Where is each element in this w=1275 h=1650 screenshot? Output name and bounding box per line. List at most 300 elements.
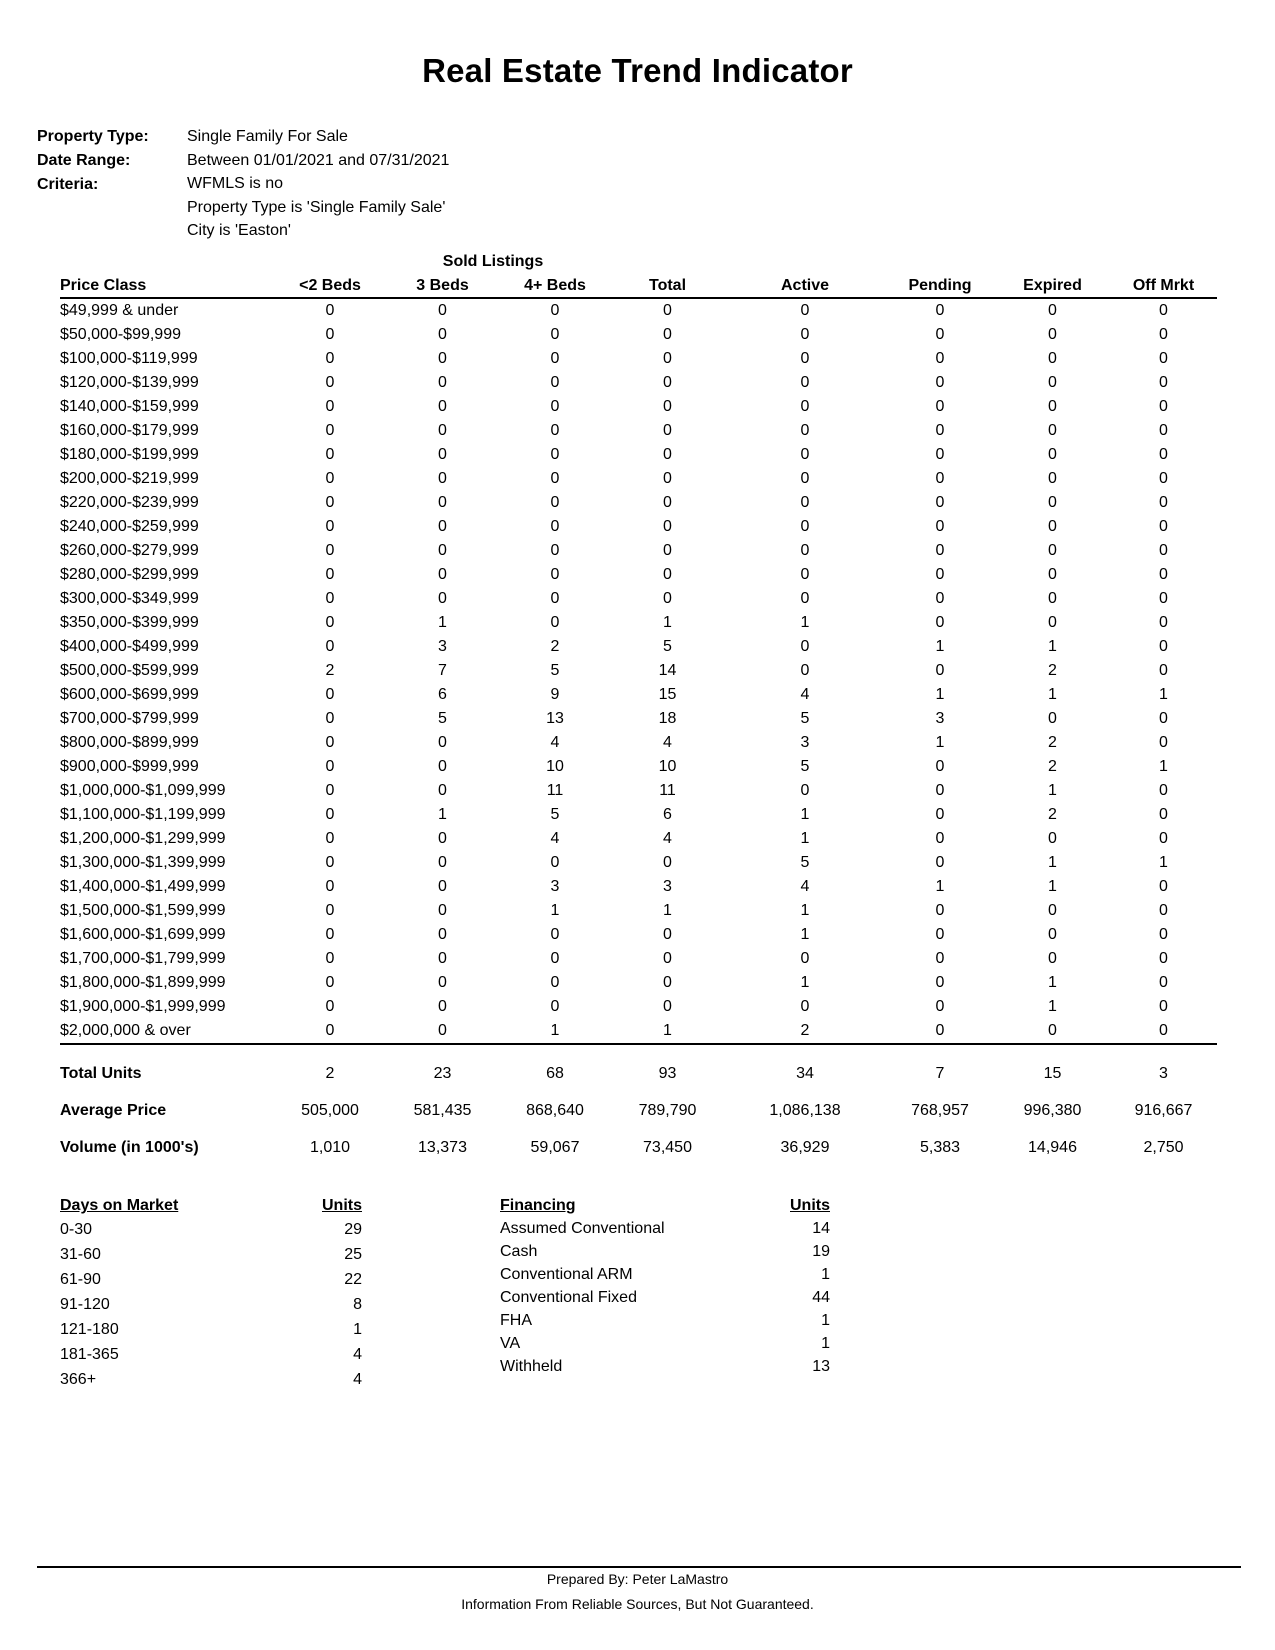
cell-price-class: $2,000,000 & over	[60, 1019, 275, 1044]
cell-pending: 0	[885, 1019, 995, 1044]
summary-total: 789,790	[638, 1101, 697, 1119]
cell-lt2-beds: 0	[325, 686, 335, 703]
date-range-label: Date Range:	[37, 152, 131, 169]
property-type-label: Property Type:	[37, 128, 149, 145]
table-row	[60, 995, 1217, 1019]
list-item-units: 1	[821, 1266, 830, 1283]
cell-3-beds: 1	[438, 806, 447, 823]
cell-3-beds: 0	[438, 734, 447, 751]
cell-4plus-beds: 9	[550, 686, 560, 703]
cell-pending: 0	[935, 782, 945, 799]
cell-3-beds: 0	[438, 398, 447, 415]
cell-total: 0	[663, 494, 672, 511]
summary-label: Average Price	[60, 1101, 167, 1119]
cell-total: 1	[663, 902, 672, 919]
cell-3-beds: 0	[438, 350, 447, 367]
cell-3-beds: 0	[438, 542, 447, 559]
summary-expired: 15	[1043, 1064, 1062, 1082]
cell-off-market: 0	[1159, 494, 1168, 511]
cell-lt2-beds: 0	[325, 566, 335, 583]
cell-3-beds: 0	[438, 950, 447, 967]
cell-lt2-beds: 0	[325, 398, 335, 415]
list-item	[500, 1332, 830, 1355]
cell-off-market: 0	[1159, 830, 1168, 847]
cell-off-market: 0	[1159, 614, 1168, 631]
summary-4plus-beds: 868,640	[526, 1101, 584, 1119]
criteria-item: City is 'Easton'	[187, 222, 291, 239]
table-row	[60, 755, 1217, 779]
cell-4plus-beds: 4	[550, 830, 560, 847]
cell-4plus-beds: 0	[550, 614, 560, 631]
table-row	[60, 923, 1217, 947]
sold-listings-heading: Sold Listings	[442, 253, 544, 270]
criteria-row	[37, 173, 449, 244]
cell-3-beds: 0	[385, 1019, 500, 1044]
cell-pending: 0	[935, 542, 945, 559]
cell-total: 3	[663, 878, 672, 895]
footer-divider	[37, 1566, 1241, 1568]
table-row	[60, 515, 1217, 539]
cell-4plus-beds: 0	[550, 854, 560, 871]
cell-total: 10	[658, 758, 677, 775]
list-item-units: 4	[353, 1371, 362, 1388]
cell-price-class: $1,800,000-$1,899,999	[60, 974, 226, 991]
table-row	[60, 851, 1217, 875]
cell-4plus-beds: 0	[550, 542, 560, 559]
cell-price-class: $49,999 & under	[60, 302, 179, 319]
cell-pending: 0	[935, 446, 945, 463]
cell-price-class: $900,000-$999,999	[60, 758, 199, 775]
cell-off-market: 1	[1159, 758, 1168, 775]
summary-body	[60, 1055, 1217, 1166]
cell-total: 0	[663, 950, 672, 967]
property-type-value: Single Family For Sale	[187, 128, 348, 145]
cell-price-class: $1,500,000-$1,599,999	[60, 902, 226, 919]
cell-4plus-beds: 0	[550, 422, 560, 439]
cell-pending: 1	[935, 878, 945, 895]
cell-expired: 0	[1048, 614, 1057, 631]
table-row	[60, 539, 1217, 563]
cell-lt2-beds: 0	[275, 1019, 385, 1044]
cell-4plus-beds: 0	[550, 518, 560, 535]
cell-lt2-beds: 0	[325, 542, 335, 559]
cell-expired: 0	[1048, 830, 1057, 847]
cell-active: 0	[800, 470, 810, 487]
col-header-total: Total	[610, 275, 725, 298]
cell-4plus-beds: 0	[550, 398, 560, 415]
summary-3-beds: 23	[433, 1064, 452, 1082]
cell-off-market: 0	[1159, 398, 1168, 415]
col-header-lt2-beds: <2 Beds	[275, 275, 385, 298]
cell-3-beds: 0	[438, 518, 447, 535]
cell-4plus-beds: 11	[546, 782, 564, 799]
col-header-3-beds: 3 Beds	[385, 275, 500, 298]
summary-label: Volume (in 1000's)	[60, 1138, 199, 1156]
cell-total: 0	[663, 518, 672, 535]
cell-price-class: $350,000-$399,999	[60, 614, 199, 631]
cell-4plus-beds: 1	[550, 902, 560, 919]
cell-price-class: $100,000-$119,999	[60, 350, 198, 367]
table-row	[60, 563, 1217, 587]
cell-3-beds: 0	[438, 302, 447, 319]
summary-active: 36,929	[780, 1138, 830, 1156]
cell-off-market: 0	[1159, 734, 1168, 751]
cell-lt2-beds: 0	[325, 878, 335, 895]
cell-active: 5	[800, 854, 810, 871]
cell-expired: 0	[1048, 902, 1057, 919]
cell-price-class: $1,200,000-$1,299,999	[60, 830, 226, 847]
table-row	[60, 947, 1217, 971]
cell-off-market: 0	[1159, 662, 1168, 679]
cell-off-market: 0	[1159, 374, 1168, 391]
cell-expired: 0	[1048, 542, 1057, 559]
cell-3-beds: 0	[438, 566, 447, 583]
cell-pending: 0	[935, 374, 945, 391]
days-on-market-title: Days on Market	[60, 1197, 179, 1214]
cell-price-class: $1,900,000-$1,999,999	[60, 998, 226, 1015]
col-header-pending: Pending	[885, 275, 995, 298]
list-item-units: 8	[353, 1296, 362, 1313]
report-title: Real Estate Trend Indicator	[422, 52, 853, 89]
cell-active: 0	[800, 350, 810, 367]
cell-off-market: 0	[1159, 422, 1168, 439]
financing-list	[500, 1217, 830, 1378]
cell-pending: 0	[935, 614, 945, 631]
cell-3-beds: 0	[438, 854, 447, 871]
summary-3-beds: 581,435	[413, 1101, 472, 1119]
summary-row	[60, 1055, 1217, 1092]
cell-3-beds: 0	[438, 878, 447, 895]
cell-active: 1	[800, 974, 810, 991]
summary-lt2-beds: 505,000	[301, 1101, 359, 1119]
cell-3-beds: 0	[438, 326, 447, 343]
list-item	[60, 1367, 362, 1392]
cell-pending: 0	[935, 758, 945, 775]
cell-pending: 0	[935, 902, 945, 919]
list-item	[500, 1309, 830, 1332]
cell-off-market: 0	[1159, 926, 1168, 943]
cell-expired: 0	[1048, 710, 1057, 727]
cell-4plus-beds: 0	[550, 566, 560, 583]
list-item-label: 0-30	[60, 1221, 93, 1238]
days-on-market-section	[60, 1195, 362, 1392]
list-item-label: 181-365	[60, 1346, 119, 1363]
summary-total: 73,450	[643, 1138, 692, 1156]
cell-4plus-beds: 1	[500, 1019, 610, 1044]
cell-4plus-beds: 10	[546, 758, 564, 775]
cell-off-market: 0	[1159, 806, 1168, 823]
cell-lt2-beds: 0	[325, 350, 335, 367]
list-item-label: 366+	[60, 1371, 97, 1388]
cell-expired: 2	[1048, 734, 1057, 751]
table-row	[60, 491, 1217, 515]
table-row	[60, 323, 1217, 347]
cell-4plus-beds: 0	[550, 494, 560, 511]
cell-price-class: $300,000-$349,999	[60, 590, 199, 607]
cell-pending: 0	[935, 494, 945, 511]
summary-expired: 14,946	[1028, 1138, 1077, 1156]
cell-total: 0	[663, 374, 672, 391]
cell-4plus-beds: 0	[550, 446, 560, 463]
list-item	[500, 1355, 830, 1378]
cell-lt2-beds: 0	[325, 326, 335, 343]
cell-4plus-beds: 0	[550, 302, 560, 319]
cell-lt2-beds: 0	[325, 950, 335, 967]
table-row	[60, 419, 1217, 443]
list-item	[500, 1286, 830, 1309]
table-row	[60, 298, 1217, 323]
table-row	[60, 827, 1217, 851]
cell-expired: 0	[1048, 518, 1057, 535]
cell-3-beds: 7	[438, 662, 447, 679]
cell-lt2-beds: 0	[325, 614, 335, 631]
list-item	[60, 1242, 362, 1267]
cell-total: 0	[663, 542, 672, 559]
list-item	[60, 1317, 362, 1342]
list-item	[500, 1263, 830, 1286]
cell-4plus-beds: 0	[550, 374, 560, 391]
list-item-units: 1	[821, 1335, 830, 1352]
cell-expired: 1	[1048, 974, 1057, 991]
cell-total: 1	[663, 614, 672, 631]
cell-lt2-beds: 0	[325, 830, 335, 847]
cell-off-market: 0	[1159, 302, 1168, 319]
cell-3-beds: 0	[438, 374, 447, 391]
cell-expired: 0	[1048, 470, 1057, 487]
table-row	[60, 635, 1217, 659]
summary-total: 93	[658, 1064, 677, 1082]
cell-price-class: $160,000-$179,999	[60, 422, 199, 439]
col-header-active: Active	[725, 275, 885, 298]
list-item-label: Withheld	[500, 1358, 563, 1375]
cell-active: 5	[800, 710, 810, 727]
cell-3-beds: 0	[438, 926, 447, 943]
list-item-label: Cash	[500, 1243, 538, 1260]
cell-total: 0	[663, 854, 672, 871]
summary-off-market: 3	[1159, 1064, 1168, 1082]
cell-price-class: $140,000-$159,999	[60, 398, 199, 415]
cell-off-market: 0	[1159, 710, 1168, 727]
cell-lt2-beds: 0	[325, 446, 335, 463]
cell-total: 14	[658, 662, 677, 679]
cell-active: 0	[800, 326, 810, 343]
summary-row	[60, 1092, 1217, 1129]
days-on-market-list	[60, 1217, 362, 1392]
list-item	[60, 1217, 362, 1242]
cell-expired: 0	[1048, 950, 1057, 967]
cell-total: 0	[663, 974, 672, 991]
cell-total: 0	[663, 998, 672, 1015]
col-header-expired: Expired	[995, 275, 1110, 298]
cell-3-beds: 0	[438, 902, 447, 919]
cell-pending: 0	[935, 974, 945, 991]
summary-off-market: 916,667	[1134, 1101, 1193, 1119]
cell-4plus-beds: 0	[550, 974, 560, 991]
cell-price-class: $1,700,000-$1,799,999	[60, 950, 226, 967]
cell-pending: 0	[935, 422, 945, 439]
table-row	[60, 587, 1217, 611]
cell-price-class: $180,000-$199,999	[60, 446, 199, 463]
cell-lt2-beds: 0	[325, 638, 335, 655]
cell-3-beds: 0	[438, 998, 447, 1015]
cell-active: 1	[800, 902, 810, 919]
cell-3-beds: 0	[438, 758, 447, 775]
summary-label: Total Units	[60, 1064, 142, 1082]
cell-price-class: $800,000-$899,999	[60, 734, 199, 751]
cell-lt2-beds: 0	[325, 902, 335, 919]
list-item-units: 13	[812, 1358, 830, 1375]
cell-expired: 0	[1048, 926, 1057, 943]
cell-lt2-beds: 2	[325, 662, 335, 679]
date-range-row	[37, 149, 449, 173]
cell-off-market: 0	[1159, 350, 1168, 367]
table-row	[60, 659, 1217, 683]
cell-off-market: 0	[1159, 326, 1168, 343]
cell-pending: 0	[935, 998, 945, 1015]
cell-expired: 0	[1048, 374, 1057, 391]
col-header-4plus-beds: 4+ Beds	[500, 275, 610, 298]
cell-off-market: 0	[1159, 974, 1168, 991]
cell-lt2-beds: 0	[325, 782, 335, 799]
cell-price-class: $500,000-$599,999	[60, 662, 199, 679]
cell-pending: 0	[935, 854, 945, 871]
cell-active: 0	[800, 638, 810, 655]
cell-price-class: $120,000-$139,999	[60, 374, 199, 391]
cell-off-market: 0	[1159, 878, 1168, 895]
report-criteria	[37, 125, 449, 244]
cell-active: 1	[800, 806, 810, 823]
list-item-label: 121-180	[60, 1321, 119, 1338]
list-item-units: 19	[812, 1243, 830, 1260]
financing-section	[500, 1195, 830, 1378]
cell-expired: 0	[995, 1019, 1110, 1044]
cell-total: 0	[663, 350, 672, 367]
cell-expired: 0	[1048, 446, 1057, 463]
cell-lt2-beds: 0	[325, 590, 335, 607]
cell-lt2-beds: 0	[325, 998, 335, 1015]
cell-lt2-beds: 0	[325, 758, 335, 775]
cell-lt2-beds: 0	[325, 926, 335, 943]
list-item-label: FHA	[500, 1312, 532, 1329]
cell-pending: 0	[935, 326, 945, 343]
financing-title: Financing	[500, 1197, 576, 1214]
cell-expired: 0	[1048, 590, 1057, 607]
cell-pending: 0	[935, 566, 945, 583]
list-item-label: 61-90	[60, 1271, 101, 1288]
cell-expired: 0	[1048, 566, 1057, 583]
cell-active: 0	[800, 662, 810, 679]
list-item	[60, 1267, 362, 1292]
cell-price-class: $220,000-$239,999	[60, 494, 199, 511]
cell-expired: 0	[1048, 494, 1057, 511]
cell-lt2-beds: 0	[325, 374, 335, 391]
list-item-label: Conventional Fixed	[500, 1289, 637, 1306]
cell-4plus-beds: 2	[550, 638, 560, 655]
table-row	[60, 875, 1217, 899]
cell-active: 2	[725, 1019, 885, 1044]
cell-expired: 1	[1048, 638, 1057, 655]
cell-total: 0	[663, 398, 672, 415]
cell-3-beds: 0	[438, 782, 447, 799]
cell-price-class: $700,000-$799,999	[60, 710, 199, 727]
cell-4plus-beds: 13	[546, 710, 564, 727]
cell-active: 0	[800, 566, 810, 583]
table-row	[60, 683, 1217, 707]
cell-lt2-beds: 0	[325, 710, 335, 727]
cell-4plus-beds: 5	[550, 662, 560, 679]
list-item	[60, 1292, 362, 1317]
table-row	[60, 899, 1217, 923]
cell-3-beds: 0	[438, 590, 447, 607]
cell-active: 0	[800, 950, 810, 967]
cell-3-beds: 0	[438, 494, 447, 511]
cell-3-beds: 0	[438, 470, 447, 487]
days-on-market-header	[60, 1195, 362, 1217]
cell-total: 0	[663, 590, 672, 607]
cell-price-class: $200,000-$219,999	[60, 470, 199, 487]
cell-total: 0	[663, 302, 672, 319]
cell-pending: 0	[935, 350, 945, 367]
cell-expired: 0	[1048, 398, 1057, 415]
cell-pending: 0	[935, 806, 945, 823]
cell-active: 0	[800, 422, 810, 439]
cell-4plus-beds: 0	[550, 470, 560, 487]
cell-expired: 2	[1048, 662, 1057, 679]
financing-header	[500, 1195, 830, 1217]
summary-pending: 768,957	[911, 1101, 969, 1119]
cell-price-class: $280,000-$299,999	[60, 566, 199, 583]
cell-4plus-beds: 0	[550, 350, 560, 367]
cell-price-class: $240,000-$259,999	[60, 518, 199, 535]
table-row	[60, 971, 1217, 995]
summary-lt2-beds: 2	[325, 1064, 335, 1082]
list-item	[500, 1240, 830, 1263]
cell-price-class: $1,100,000-$1,199,999	[60, 806, 226, 823]
cell-total: 18	[658, 710, 677, 727]
summary-active: 34	[796, 1064, 814, 1082]
cell-price-class: $260,000-$279,999	[60, 542, 199, 559]
table-header-row	[60, 275, 1217, 298]
list-item-units: 29	[344, 1221, 362, 1238]
table-row	[60, 347, 1217, 371]
cell-expired: 2	[1048, 758, 1057, 775]
cell-active: 0	[800, 374, 810, 391]
cell-active: 0	[800, 998, 810, 1015]
cell-active: 0	[800, 446, 810, 463]
cell-total: 11	[659, 782, 676, 799]
cell-total: 1	[610, 1019, 725, 1044]
cell-off-market: 0	[1159, 590, 1168, 607]
summary-pending: 5,383	[919, 1138, 961, 1156]
table-row	[60, 803, 1217, 827]
date-range-value: Between 01/01/2021 and 07/31/2021	[187, 152, 450, 169]
cell-pending: 0	[935, 662, 945, 679]
table-row	[60, 707, 1217, 731]
cell-4plus-beds: 4	[550, 734, 560, 751]
list-item-label: VA	[500, 1335, 521, 1352]
cell-total: 4	[663, 734, 672, 751]
cell-lt2-beds: 0	[325, 854, 335, 871]
cell-off-market: 0	[1159, 542, 1168, 559]
criteria-item: Property Type is 'Single Family Sale'	[187, 198, 446, 216]
summary-3-beds: 13,373	[418, 1138, 467, 1156]
cell-3-beds: 0	[438, 830, 447, 847]
cell-off-market: 0	[1159, 782, 1168, 799]
cell-active: 4	[800, 878, 810, 895]
summary-table	[60, 1055, 1217, 1166]
cell-4plus-beds: 0	[550, 950, 560, 967]
cell-pending: 1	[935, 686, 945, 703]
